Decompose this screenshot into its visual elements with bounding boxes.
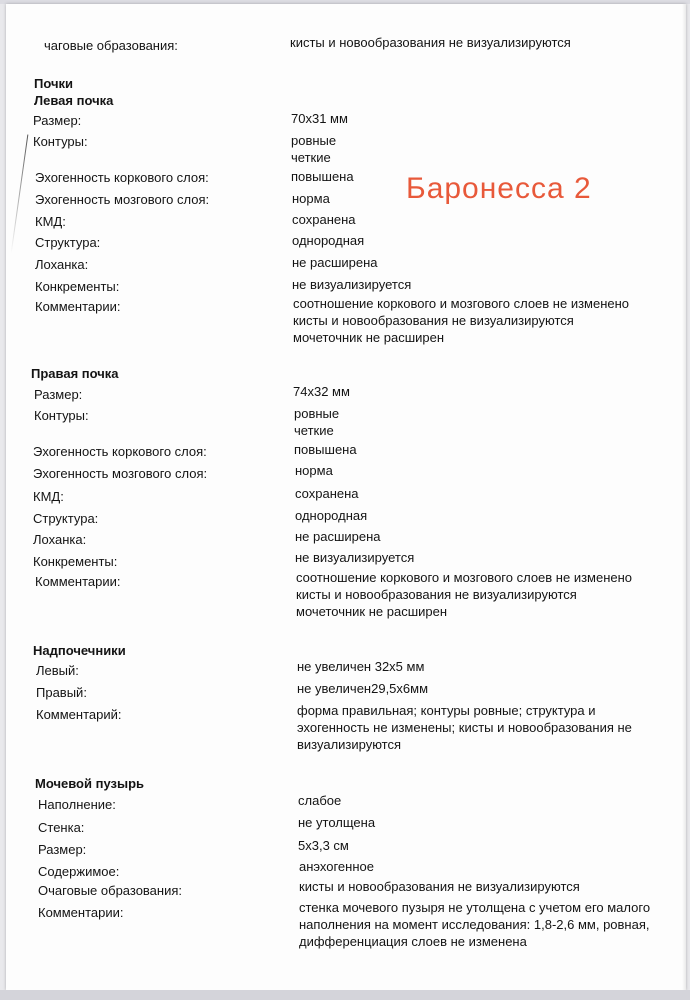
adrenal-comment-label: Комментарий: (36, 707, 122, 722)
bladder-filling-label: Наполнение: (38, 797, 116, 812)
left-kidney-pelvis-value: не расширена (292, 255, 378, 270)
right-kidney-size-label: Размер: (34, 387, 83, 402)
right-kidney-medulla-label: Эхогенность мозгового слоя: (33, 466, 208, 481)
right-kidney-stones-label: Конкременты: (33, 554, 118, 569)
bladder-heading: Мочевой пузырь (35, 776, 144, 791)
left-kidney-contours-value: ровные четкие (291, 133, 337, 165)
left-kidney-stones-label: Конкременты: (35, 279, 120, 294)
left-kidney-cortex-value: повышена (291, 169, 354, 184)
bladder-wall-label: Стенка: (38, 820, 85, 835)
page-edge-shadow (682, 4, 686, 990)
bottom-edge (0, 990, 690, 1000)
bladder-size-label: Размер: (38, 842, 87, 857)
bladder-lesions-label: Очаговые образования: (38, 883, 183, 898)
bladder-content-label: Содержимое: (38, 864, 120, 879)
right-kidney-cortex-value: повышена (294, 442, 357, 457)
adrenal-left-label: Левый: (36, 663, 79, 678)
right-kidney-structure-label: Структура: (33, 511, 99, 526)
bladder-wall-value: не утолщена (298, 815, 376, 830)
adrenal-comment-value: форма правильная; контуры ровные; структура и эхогенность не изменены; кисты и новообразования не визуализируются (297, 703, 632, 752)
adrenal-right-value: не увеличен29,5х6мм (297, 681, 429, 696)
left-kidney-structure-value: однородная (292, 233, 365, 248)
left-kidney-medulla-value: норма (292, 191, 330, 206)
right-kidney-structure-value: однородная (295, 508, 368, 523)
bladder-filling-value: слабое (298, 793, 342, 808)
right-kidney-comments-value: соотношение коркового и мозгового слоев не изменено кисты и новообразования не визуализируются мочеточник не расширен (296, 570, 633, 619)
bladder-content-value: анэхогенное (299, 859, 374, 874)
scanned-document-page (6, 4, 686, 990)
bladder-lesions-value: кисты и новообразования не визуализируются (299, 879, 580, 894)
focal-lesions-value: кисты и новообразования не визуализируются (290, 35, 571, 50)
left-kidney-structure-label: Структура: (35, 235, 101, 250)
left-kidney-stones-value: не визуализируется (292, 277, 412, 292)
left-kidney-cmd-value: сохранена (292, 212, 356, 227)
bladder-comments-value: стенка мочевого пузыря не утолщена с учетом его малого наполнения на момент исследования: 1,8-2,6 мм, ровная, дифференциация слоев не изменена (299, 900, 651, 949)
left-kidney-size-value: 70х31 мм (291, 111, 348, 126)
focal-lesions-label: чаговые образования: (44, 38, 178, 53)
bladder-size-value: 5х3,3 см (298, 838, 349, 853)
left-kidney-size-label: Размер: (33, 113, 82, 128)
kidneys-heading: Почки (34, 76, 74, 91)
adrenal-left-value: не увеличен 32х5 мм (297, 659, 425, 674)
right-kidney-cmd-label: КМД: (33, 489, 64, 504)
right-kidney-heading: Правая почка (31, 366, 119, 381)
adrenals-heading: Надпочечники (33, 643, 126, 658)
right-kidney-cortex-label: Эхогенность коркового слоя: (33, 444, 207, 459)
scan-artifact-line (11, 135, 29, 254)
left-kidney-heading: Левая почка (34, 93, 114, 108)
left-kidney-medulla-label: Эхогенность мозгового слоя: (35, 192, 210, 207)
right-kidney-pelvis-value: не расширена (295, 529, 381, 544)
left-kidney-cmd-label: КМД: (35, 214, 66, 229)
adrenal-right-label: Правый: (36, 685, 87, 700)
right-kidney-pelvis-label: Лоханка: (33, 532, 87, 547)
right-kidney-contours-value: ровные четкие (294, 406, 340, 438)
left-kidney-comments-value: соотношение коркового и мозгового слоев не изменено кисты и новообразования не визуализируются мочеточник не расширен (293, 296, 630, 345)
left-kidney-contours-label: Контуры: (33, 134, 88, 149)
right-kidney-comments-label: Комментарии: (35, 574, 121, 589)
left-kidney-cortex-label: Эхогенность коркового слоя: (35, 170, 209, 185)
right-kidney-medulla-value: норма (295, 463, 333, 478)
bladder-comments-label: Комментарии: (38, 905, 124, 920)
right-kidney-cmd-value: сохранена (295, 486, 359, 501)
right-kidney-size-value: 74х32 мм (293, 384, 350, 399)
right-kidney-stones-value: не визуализируется (295, 550, 415, 565)
left-kidney-comments-label: Комментарии: (35, 299, 121, 314)
patient-name-overlay: Баронесса 2 (406, 172, 592, 205)
right-kidney-contours-label: Контуры: (34, 408, 89, 423)
left-kidney-pelvis-label: Лоханка: (35, 257, 89, 272)
